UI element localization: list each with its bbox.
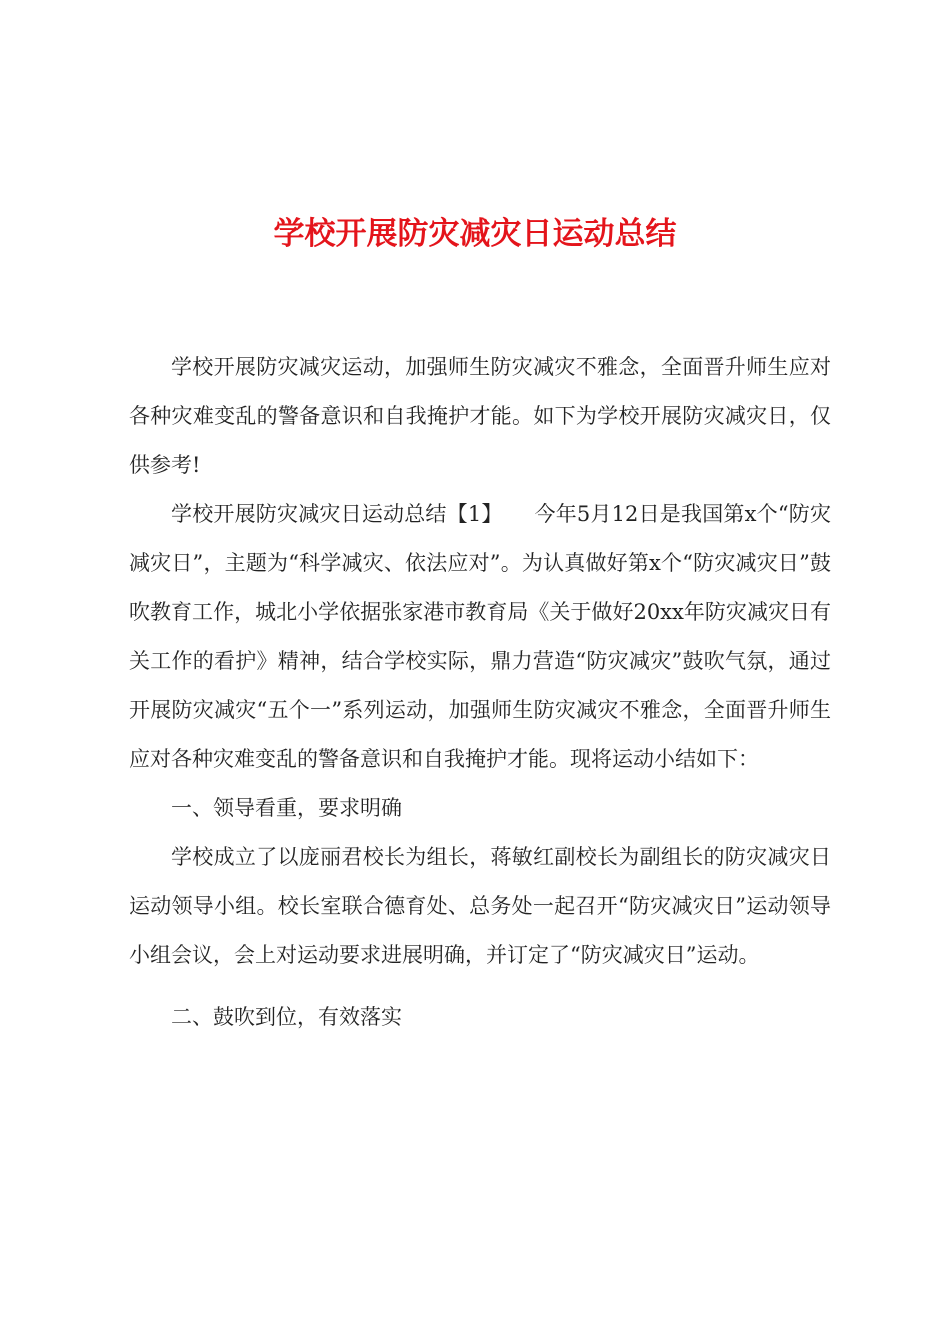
document-title: 学校开展防灾减灾日运动总结 bbox=[273, 216, 677, 252]
section-heading-1: 一、领导看重，要求明确 bbox=[171, 796, 402, 820]
intro-paragraph: 学校开展防灾减灾运动，加强师生防灾减灾不雅念，全面晋升师生应对各种灾难变乱的警备意识和自我掩护才能。如下为学校开展防灾减灾日，仅供参考! bbox=[129, 355, 831, 477]
document-body bbox=[129, 343, 831, 1042]
section-heading-2: 二、鼓吹到位，有效落实 bbox=[171, 1005, 402, 1029]
summary-paragraph: 学校开展防灾减灾日运动总结【1】 今年5月12日是我国第x个“防灾减灾日”，主题为“科学减灾、依法应对”。为认真做好第x个“防灾减灾日”鼓吹教育工作，城北小学依据张家港市教育局《关于做好20xx年防灾减灾日有关工作的看护》精神，结合学校实际，鼎力营造“防灾减灾”鼓吹气氛，通过开展防灾减灾“五个一”系列运动，加强师生防灾减灾不雅念，全面晋升师生应对各种灾难变乱的警备意识和自我掩护才能。现将运动小结如下： bbox=[129, 502, 831, 771]
section-1-paragraph: 学校成立了以庞丽君校长为组长，蒋敏红副校长为副组长的防灾减灾日运动领导小组。校长室联合德育处、总务处一起召开“防灾减灾日”运动领导小组会议，会上对运动要求进展明确，并订定了“防灾减灾日”运动。 bbox=[129, 845, 831, 967]
